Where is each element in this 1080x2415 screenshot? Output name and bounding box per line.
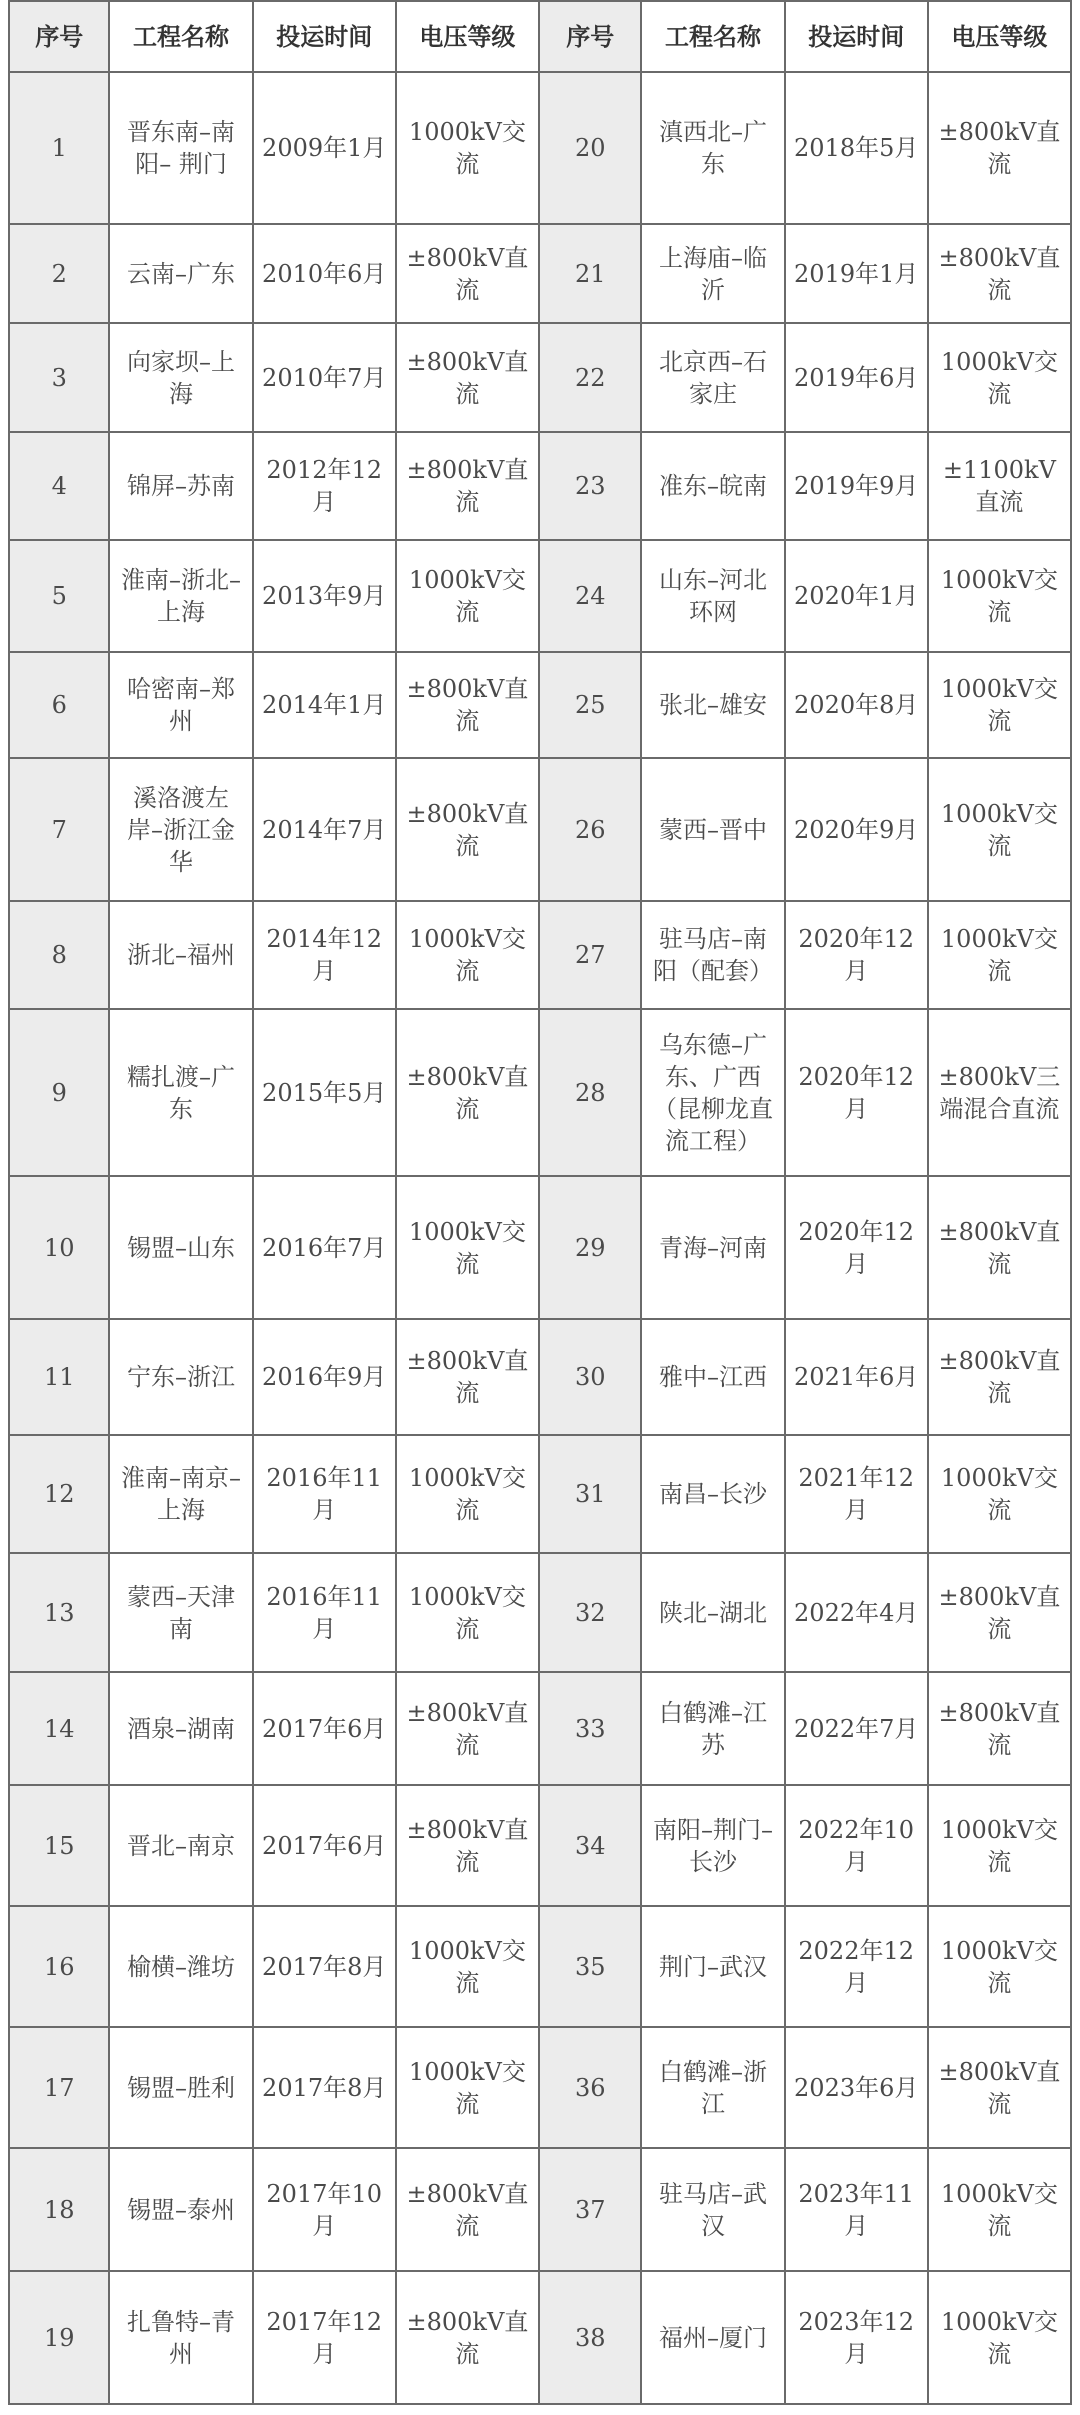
cell-seq-right: 25 [540, 653, 642, 759]
cell-seq-left: 16 [8, 1907, 110, 2028]
cell-name-left: 扎鲁特–青州 [110, 2272, 253, 2405]
cell-seq-left: 14 [8, 1673, 110, 1786]
cell-voltage-right: 1000kV交流 [929, 2272, 1072, 2405]
table-row [8, 653, 1072, 759]
table-row [8, 1436, 1072, 1554]
cell-seq-right: 27 [540, 902, 642, 1010]
table-row [8, 1177, 1072, 1320]
cell-seq-right: 23 [540, 433, 642, 541]
cell-voltage-right: ±800kV直流 [929, 2028, 1072, 2149]
cell-seq-left: 12 [8, 1436, 110, 1554]
cell-date-right: 2023年6月 [786, 2028, 929, 2149]
cell-seq-left: 1 [8, 73, 110, 225]
cell-name-right: 白鹤滩–江苏 [642, 1673, 785, 1786]
cell-name-right: 驻马店–南阳（配套） [642, 902, 785, 1010]
cell-date-right: 2020年12月 [786, 902, 929, 1010]
cell-voltage-left: ±800kV直流 [397, 2149, 540, 2272]
cell-seq-left: 8 [8, 902, 110, 1010]
table-row [8, 1673, 1072, 1786]
cell-date-left: 2014年7月 [254, 759, 397, 902]
cell-seq-right: 29 [540, 1177, 642, 1320]
cell-seq-left: 19 [8, 2272, 110, 2405]
cell-date-left: 2017年8月 [254, 1907, 397, 2028]
cell-voltage-right: ±800kV直流 [929, 1320, 1072, 1436]
cell-date-left: 2010年7月 [254, 324, 397, 433]
cell-seq-right: 24 [540, 541, 642, 653]
cell-name-left: 宁东–浙江 [110, 1320, 253, 1436]
cell-name-right: 荆门–武汉 [642, 1907, 785, 2028]
cell-seq-right: 37 [540, 2149, 642, 2272]
cell-seq-left: 3 [8, 324, 110, 433]
cell-seq-right: 30 [540, 1320, 642, 1436]
cell-voltage-left: 1000kV交流 [397, 541, 540, 653]
cell-name-left: 榆横–潍坊 [110, 1907, 253, 2028]
header-name-left: 工程名称 [110, 0, 253, 73]
table-row [8, 1320, 1072, 1436]
cell-date-left: 2016年11月 [254, 1554, 397, 1673]
cell-seq-left: 7 [8, 759, 110, 902]
cell-name-right: 乌东德–广东、广西（昆柳龙直流工程） [642, 1010, 785, 1177]
cell-voltage-left: ±800kV直流 [397, 1786, 540, 1907]
cell-seq-left: 2 [8, 225, 110, 324]
table-row [8, 324, 1072, 433]
cell-name-right: 陕北–湖北 [642, 1554, 785, 1673]
cell-date-left: 2014年1月 [254, 653, 397, 759]
cell-voltage-left: 1000kV交流 [397, 1907, 540, 2028]
cell-seq-left: 11 [8, 1320, 110, 1436]
cell-seq-left: 6 [8, 653, 110, 759]
cell-date-right: 2023年11月 [786, 2149, 929, 2272]
table-row [8, 759, 1072, 902]
cell-voltage-left: ±800kV直流 [397, 1320, 540, 1436]
cell-name-left: 锡盟–山东 [110, 1177, 253, 1320]
cell-date-left: 2013年9月 [254, 541, 397, 653]
table-row [8, 73, 1072, 225]
cell-voltage-right: ±800kV直流 [929, 1177, 1072, 1320]
cell-date-left: 2017年6月 [254, 1786, 397, 1907]
cell-date-right: 2020年12月 [786, 1010, 929, 1177]
cell-name-left: 向家坝–上海 [110, 324, 253, 433]
cell-name-right: 滇西北–广东 [642, 73, 785, 225]
cell-voltage-left: ±800kV直流 [397, 225, 540, 324]
cell-date-right: 2020年12月 [786, 1177, 929, 1320]
cell-name-left: 锦屏–苏南 [110, 433, 253, 541]
cell-name-right: 蒙西–晋中 [642, 759, 785, 902]
header-date-right: 投运时间 [786, 0, 929, 73]
cell-date-right: 2022年4月 [786, 1554, 929, 1673]
cell-name-right: 张北–雄安 [642, 653, 785, 759]
cell-voltage-right: ±800kV直流 [929, 73, 1072, 225]
table-row [8, 2149, 1072, 2272]
cell-name-left: 溪洛渡左岸–浙江金华 [110, 759, 253, 902]
cell-name-left: 淮南–浙北–上海 [110, 541, 253, 653]
cell-voltage-left: 1000kV交流 [397, 73, 540, 225]
cell-seq-left: 4 [8, 433, 110, 541]
cell-voltage-right: 1000kV交流 [929, 902, 1072, 1010]
cell-voltage-left: 1000kV交流 [397, 902, 540, 1010]
cell-date-left: 2016年7月 [254, 1177, 397, 1320]
table-row [8, 1786, 1072, 1907]
cell-voltage-right: 1000kV交流 [929, 2149, 1072, 2272]
cell-voltage-left: 1000kV交流 [397, 1554, 540, 1673]
cell-name-right: 山东–河北环网 [642, 541, 785, 653]
cell-date-left: 2016年11月 [254, 1436, 397, 1554]
cell-seq-right: 31 [540, 1436, 642, 1554]
cell-name-right: 准东–皖南 [642, 433, 785, 541]
cell-name-left: 锡盟–胜利 [110, 2028, 253, 2149]
cell-seq-left: 15 [8, 1786, 110, 1907]
cell-seq-left: 17 [8, 2028, 110, 2149]
cell-voltage-left: ±800kV直流 [397, 653, 540, 759]
cell-date-right: 2020年9月 [786, 759, 929, 902]
cell-seq-right: 36 [540, 2028, 642, 2149]
cell-name-right: 上海庙–临沂 [642, 225, 785, 324]
cell-date-right: 2022年10月 [786, 1786, 929, 1907]
cell-voltage-right: 1000kV交流 [929, 1436, 1072, 1554]
cell-name-left: 蒙西–天津南 [110, 1554, 253, 1673]
table-row [8, 2028, 1072, 2149]
header-voltage-left: 电压等级 [397, 0, 540, 73]
cell-voltage-right: ±800kV直流 [929, 1673, 1072, 1786]
cell-name-right: 青海–河南 [642, 1177, 785, 1320]
cell-date-right: 2019年9月 [786, 433, 929, 541]
cell-voltage-left: 1000kV交流 [397, 2028, 540, 2149]
cell-date-right: 2020年1月 [786, 541, 929, 653]
cell-voltage-right: 1000kV交流 [929, 653, 1072, 759]
cell-voltage-right: ±800kV直流 [929, 1554, 1072, 1673]
cell-date-right: 2020年8月 [786, 653, 929, 759]
cell-date-left: 2015年5月 [254, 1010, 397, 1177]
cell-name-left: 淮南–南京–上海 [110, 1436, 253, 1554]
cell-seq-left: 5 [8, 541, 110, 653]
cell-date-right: 2021年6月 [786, 1320, 929, 1436]
cell-voltage-left: ±800kV直流 [397, 2272, 540, 2405]
cell-date-right: 2019年6月 [786, 324, 929, 433]
cell-voltage-right: 1000kV交流 [929, 1786, 1072, 1907]
cell-name-right: 福州–厦门 [642, 2272, 785, 2405]
cell-voltage-left: ±800kV直流 [397, 1673, 540, 1786]
cell-name-right: 南昌–长沙 [642, 1436, 785, 1554]
cell-name-right: 南阳–荆门–长沙 [642, 1786, 785, 1907]
cell-date-left: 2012年12月 [254, 433, 397, 541]
cell-seq-right: 26 [540, 759, 642, 902]
cell-voltage-right: 1000kV交流 [929, 759, 1072, 902]
cell-seq-left: 18 [8, 2149, 110, 2272]
cell-name-left: 浙北–福州 [110, 902, 253, 1010]
table-row [8, 902, 1072, 1010]
cell-name-right: 雅中–江西 [642, 1320, 785, 1436]
cell-voltage-left: ±800kV直流 [397, 1010, 540, 1177]
cell-date-right: 2021年12月 [786, 1436, 929, 1554]
cell-name-left: 酒泉–湖南 [110, 1673, 253, 1786]
cell-voltage-left: 1000kV交流 [397, 1436, 540, 1554]
cell-date-left: 2017年10月 [254, 2149, 397, 2272]
cell-name-left: 哈密南–郑州 [110, 653, 253, 759]
cell-date-right: 2023年12月 [786, 2272, 929, 2405]
cell-seq-left: 10 [8, 1177, 110, 1320]
cell-voltage-left: ±800kV直流 [397, 759, 540, 902]
cell-date-left: 2017年12月 [254, 2272, 397, 2405]
cell-seq-right: 35 [540, 1907, 642, 2028]
cell-voltage-right: ±800kV直流 [929, 225, 1072, 324]
cell-date-left: 2017年6月 [254, 1673, 397, 1786]
cell-seq-right: 21 [540, 225, 642, 324]
table-header-row [8, 0, 1072, 73]
cell-voltage-left: ±800kV直流 [397, 324, 540, 433]
cell-name-left: 云南–广东 [110, 225, 253, 324]
cell-name-left: 糯扎渡–广东 [110, 1010, 253, 1177]
cell-name-right: 白鹤滩–浙江 [642, 2028, 785, 2149]
header-voltage-right: 电压等级 [929, 0, 1072, 73]
cell-date-left: 2009年1月 [254, 73, 397, 225]
table-row [8, 541, 1072, 653]
cell-seq-right: 33 [540, 1673, 642, 1786]
cell-voltage-right: 1000kV交流 [929, 1907, 1072, 2028]
cell-seq-right: 22 [540, 324, 642, 433]
cell-voltage-left: ±800kV直流 [397, 433, 540, 541]
table-row [8, 1907, 1072, 2028]
cell-voltage-right: 1000kV交流 [929, 324, 1072, 433]
cell-date-left: 2016年9月 [254, 1320, 397, 1436]
cell-seq-right: 28 [540, 1010, 642, 1177]
cell-date-left: 2014年12月 [254, 902, 397, 1010]
cell-date-right: 2018年5月 [786, 73, 929, 225]
cell-voltage-right: ±1100kV直流 [929, 433, 1072, 541]
cell-name-left: 锡盟–泰州 [110, 2149, 253, 2272]
cell-seq-left: 9 [8, 1010, 110, 1177]
cell-date-right: 2019年1月 [786, 225, 929, 324]
cell-date-left: 2010年6月 [254, 225, 397, 324]
cell-date-left: 2017年8月 [254, 2028, 397, 2149]
cell-seq-left: 13 [8, 1554, 110, 1673]
cell-voltage-right: 1000kV交流 [929, 541, 1072, 653]
engineering-table [8, 0, 1072, 2405]
cell-name-left: 晋北–南京 [110, 1786, 253, 1907]
header-date-left: 投运时间 [254, 0, 397, 73]
table-row [8, 1010, 1072, 1177]
header-seq-left: 序号 [8, 0, 110, 73]
cell-date-right: 2022年12月 [786, 1907, 929, 2028]
cell-seq-right: 20 [540, 73, 642, 225]
cell-voltage-left: 1000kV交流 [397, 1177, 540, 1320]
header-name-right: 工程名称 [642, 0, 785, 73]
cell-voltage-right: ±800kV三端混合直流 [929, 1010, 1072, 1177]
cell-name-right: 驻马店–武汉 [642, 2149, 785, 2272]
table-row [8, 433, 1072, 541]
cell-name-left: 晋东南–南阳– 荆门 [110, 73, 253, 225]
header-seq-right: 序号 [540, 0, 642, 73]
table-row [8, 225, 1072, 324]
cell-seq-right: 32 [540, 1554, 642, 1673]
cell-seq-right: 38 [540, 2272, 642, 2405]
cell-date-right: 2022年7月 [786, 1673, 929, 1786]
cell-name-right: 北京西–石家庄 [642, 324, 785, 433]
table-row [8, 1554, 1072, 1673]
table-row [8, 2272, 1072, 2405]
cell-seq-right: 34 [540, 1786, 642, 1907]
